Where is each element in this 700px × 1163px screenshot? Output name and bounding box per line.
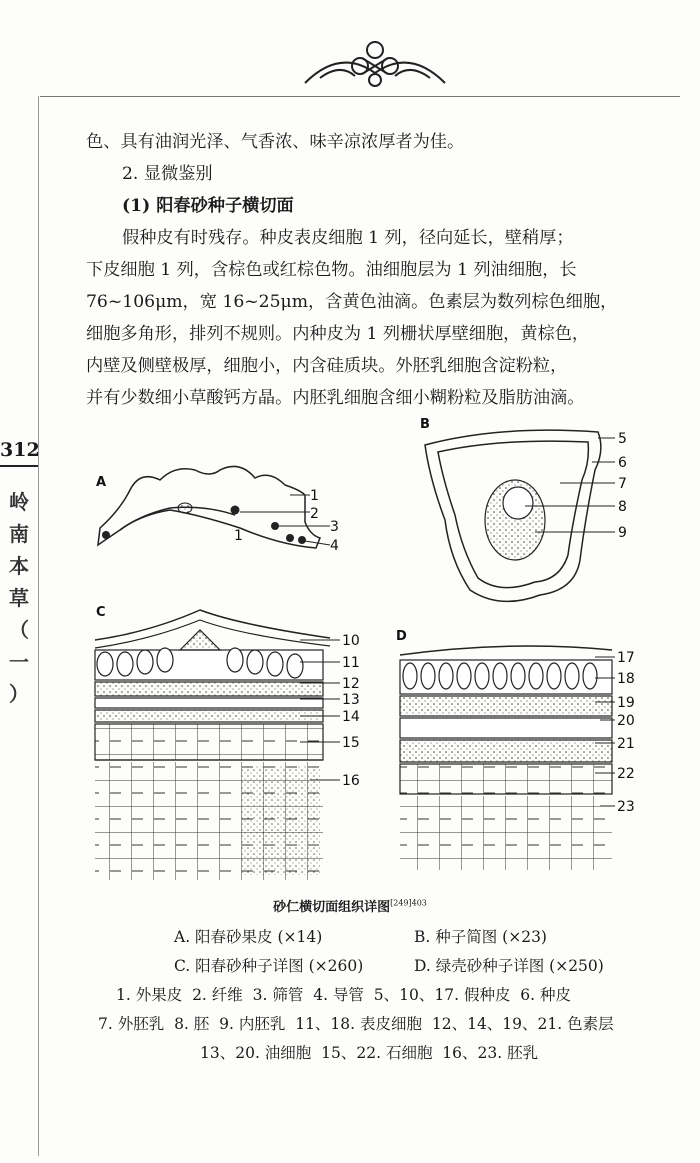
- label-17: 17: [617, 650, 635, 666]
- label-15: 15: [342, 735, 360, 751]
- panel-label-b: B: [420, 417, 430, 432]
- paragraph-line: 76~106μm，宽 16~25μm，含黄色油滴。色素层为数列棕色细胞，: [86, 292, 618, 312]
- figure-caption-title: 砂仁横切面组织详图$^{[249]403}$: [273, 898, 427, 915]
- text-line: 色、具有油润光泽、气香浓、味辛凉浓厚者为佳。: [86, 132, 465, 152]
- legend-line-1: 1. 外果皮 2. 纤维 3. 筛管 4. 导管 5、10、17. 假种皮 6. 种皮: [116, 986, 572, 1004]
- label-10: 10: [342, 633, 360, 649]
- vascular-bundles: [102, 503, 306, 544]
- label-21: 21: [617, 736, 635, 752]
- legend-line-2: 7. 外胚乳 8. 胚 9. 内胚乳 11、18. 表皮细胞 12、14、19、21. 色素层: [98, 1015, 614, 1033]
- caption-c: C. 阳春砂种子详图 (×260): [174, 957, 364, 975]
- page-number: 312: [0, 435, 38, 467]
- label-8: 8: [618, 499, 627, 515]
- label-3: 3: [330, 519, 339, 535]
- book-title-vertical: 岭 南 本 草 （ 一 ）: [9, 490, 29, 706]
- label-12: 12: [342, 676, 360, 692]
- paragraph-line: 并有少数细小草酸钙方晶。内胚乳细胞含细小糊粉粒及脂肪油滴。: [86, 388, 585, 408]
- caption-a: A. 阳春砂果皮 (×14): [174, 928, 323, 946]
- embryo-drawing: [503, 487, 533, 519]
- paragraph-line: 下皮细胞 1 列，含棕色或红棕色物。油细胞层为 1 列油细胞，长: [86, 260, 577, 280]
- subsection-heading: (1) 阳春砂种子横切面: [122, 196, 294, 216]
- label-7: 7: [618, 476, 627, 492]
- legend-line-3: 13、20. 油细胞 15、22. 石细胞 16、23. 胚乳: [200, 1044, 539, 1062]
- paragraph-line: 假种皮有时残存。种皮表皮细胞 1 列，径向延长，壁稍厚；: [122, 228, 574, 248]
- label-11: 11: [342, 655, 360, 671]
- panel-label-c: C: [96, 605, 106, 620]
- label-9: 9: [618, 525, 627, 541]
- section-heading: 2. 显微鉴别: [122, 164, 213, 184]
- label-6: 6: [618, 455, 627, 471]
- paragraph-line: 内壁及侧壁极厚，细胞小，内含硅质块。外胚乳细胞含淀粉粒，: [86, 356, 568, 376]
- caption-b: B. 种子简图 (×23): [414, 928, 547, 946]
- panel-label-a: A: [96, 475, 107, 490]
- caption-d: D. 绿壳砂种子详图 (×250): [414, 957, 604, 975]
- label-5: 5: [618, 431, 627, 447]
- label-20: 20: [617, 713, 635, 729]
- tissue-drawing-c: [95, 610, 330, 880]
- label-a-inner: 1: [234, 528, 243, 544]
- label-1: 1: [310, 488, 319, 504]
- label-18: 18: [617, 671, 635, 687]
- label-19: 19: [617, 695, 635, 711]
- label-4: 4: [330, 538, 339, 554]
- label-16: 16: [342, 773, 360, 789]
- label-2: 2: [310, 506, 319, 522]
- label-14: 14: [342, 709, 360, 725]
- panel-label-d: D: [396, 629, 407, 644]
- paragraph-line: 细胞多角形，排列不规则。内种皮为 1 列栅状厚壁细胞，黄棕色，: [86, 324, 590, 344]
- tissue-drawing-d: [400, 646, 612, 870]
- label-13: 13: [342, 692, 360, 708]
- label-23: 23: [617, 799, 635, 815]
- label-22: 22: [617, 766, 635, 782]
